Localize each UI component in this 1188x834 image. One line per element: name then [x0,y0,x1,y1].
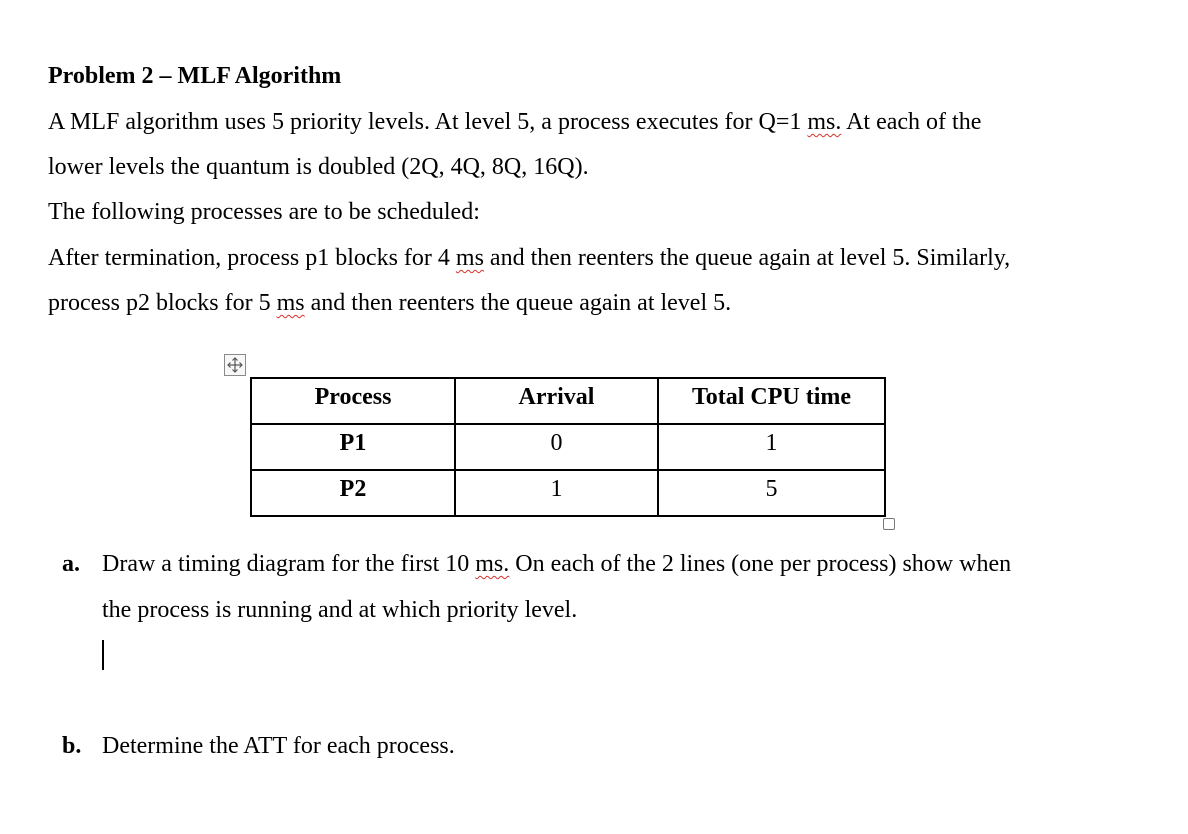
spellcheck-word[interactable]: ms. [475,551,510,577]
intro-line-3: The following processes are to be scheduled: [48,199,480,225]
cell-arrival: 1 [455,470,658,516]
text-cursor [102,640,104,670]
move-arrows-icon[interactable] [224,354,246,376]
question-a-text-a: Draw a timing diagram for the first 10 [102,551,476,577]
intro-line-1 [48,107,981,137]
cell-process: P2 [251,470,455,516]
intro-line-1-text-a: A MLF algorithm uses 5 priority levels. At level 5, a process executes for Q=1 [48,109,808,135]
intro-line-4-text-b: and then reenters the queue again at level 5. Similarly, [483,245,1011,271]
table-row [251,424,885,470]
cell-process: P1 [251,424,455,470]
spellcheck-word[interactable]: ms [276,290,305,316]
process-table-wrapper [250,377,886,517]
spellcheck-word[interactable]: ms [455,245,484,271]
question-a-text-b: On each of the 2 lines (one per process) show when [509,551,1012,577]
header-arrival: Arrival [455,378,658,424]
spellcheck-word[interactable]: ms. [807,109,842,135]
intro-line-1-text-b: At each of the [841,109,982,135]
problem-heading: Problem 2 – MLF Algorithm [48,63,342,89]
intro-line-5-text-a: process p2 blocks for 5 [48,290,277,316]
intro-line-5-text-b: and then reenters the queue again at level 5. [304,290,732,316]
process-table [250,377,886,517]
header-total-cpu-time: Total CPU time [658,378,885,424]
header-process: Process [251,378,455,424]
question-a-label: a. [62,551,80,577]
table-header-row [251,378,885,424]
question-a-line-1 [102,549,1011,579]
resize-square-icon[interactable] [883,518,895,530]
question-b-label: b. [62,733,82,759]
table-row [251,470,885,516]
intro-line-5 [48,288,731,318]
question-b-text: Determine the ATT for each process. [102,733,455,759]
cell-cpu-time: 1 [658,424,885,470]
cell-cpu-time: 5 [658,470,885,516]
intro-line-4 [48,243,1010,273]
intro-line-4-text-a: After termination, process p1 blocks for 4 [48,245,456,271]
cell-arrival: 0 [455,424,658,470]
intro-line-2: lower levels the quantum is doubled (2Q, 4Q, 8Q, 16Q). [48,154,589,180]
question-a-line-2: the process is running and at which priority level. [102,597,578,623]
move-arrows-icon-glyph [225,355,245,375]
